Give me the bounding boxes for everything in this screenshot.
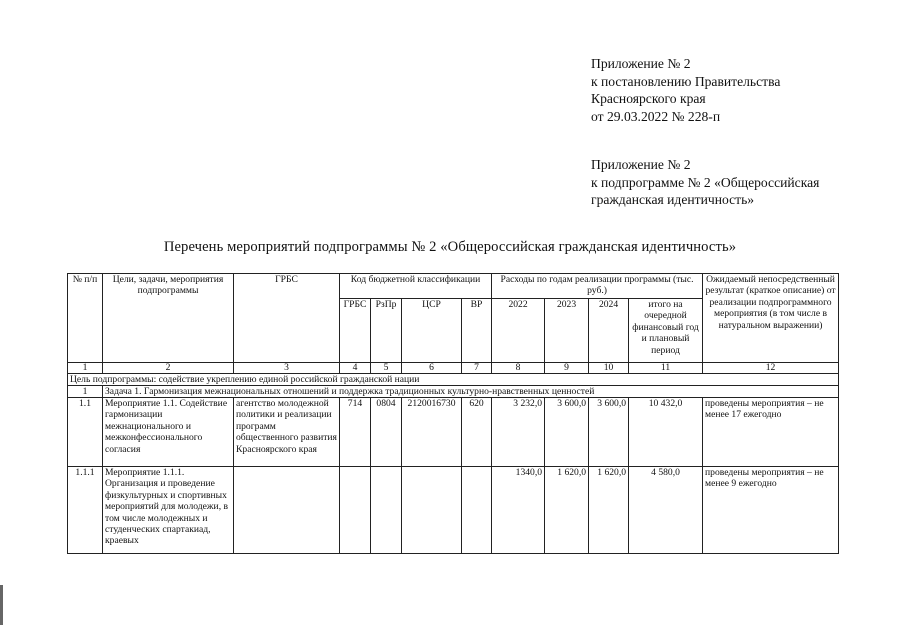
column-number: 6 [402,363,462,374]
row-grbs-name [234,467,340,554]
row-2023: 1 620,0 [545,467,589,554]
column-number-row [68,363,839,374]
header-num: № п/п [68,274,103,363]
row-csr [402,467,462,554]
header-sub-rzpr: РзПр [371,299,402,363]
header-expenses: Расходы по годам реализации программы (тыс. руб.) [492,274,703,299]
goal-row [68,374,839,386]
column-number: 12 [703,363,839,374]
task-row [68,386,839,398]
annex-1-line-1: Приложение № 2 [591,56,691,71]
row-total: 10 432,0 [629,398,703,467]
row-2024: 3 600,0 [589,398,629,467]
header-sub-2024: 2024 [589,299,629,363]
annex-2-line-2: к подпрограмме № 2 «Общероссийская [591,174,820,190]
header-result: Ожидаемый непосредственный результат (краткое описание) от реализации подпрограммного мероприятия (в том числе в натуральном выражении) [703,274,839,363]
row-vr: 620 [462,398,492,467]
column-number: 2 [103,363,234,374]
row-grbs: 714 [340,398,371,467]
header-sub-vr: ВР [462,299,492,363]
row-grbs [340,467,371,554]
row-result: проведены мероприятия – не менее 17 ежегодно [703,398,839,467]
row-vr [462,467,492,554]
task-text: Задача 1. Гармонизация межнациональных отношений и поддержка традиционных культурно-нравственных ценностей [103,386,839,398]
row-result: проведены мероприятия – не менее 9 ежегодно [703,467,839,554]
goal-text: Цель подпрограммы: содействие укреплению единой российской гражданской нации [68,374,839,386]
measures-table [67,273,839,554]
annex-header-1 [591,55,780,125]
annex-1-line-4: от 29.03.2022 № 228-п [591,108,721,124]
row-rzpr [371,467,402,554]
row-2022: 1340,0 [492,467,545,554]
row-num: 1.1 [68,398,103,467]
task-num: 1 [68,386,103,398]
row-num: 1.1.1 [68,467,103,554]
column-number: 7 [462,363,492,374]
row-2023: 3 600,0 [545,398,589,467]
annex-1-line-2: к постановлению Правительства [591,73,781,89]
column-number: 5 [371,363,402,374]
annex-header-2 [591,156,819,209]
header-sub-total: итого на очередной финансовый год и плановый период [629,299,703,363]
column-number: 1 [68,363,103,374]
table-row [68,398,839,467]
column-number: 8 [492,363,545,374]
header-sub-2023: 2023 [545,299,589,363]
header-row-1 [68,274,839,299]
column-number: 3 [234,363,340,374]
header-goals: Цели, задачи, мероприятия подпрограммы [103,274,234,363]
table-row [68,467,839,554]
header-sub-2022: 2022 [492,299,545,363]
scan-edge-mark [0,585,3,625]
annex-2-line-3: гражданская идентичность» [591,192,755,207]
header-budget-code: Код бюджетной классификации [340,274,492,299]
header-grbs: ГРБС [234,274,340,363]
row-name: Мероприятие 1.1. Содействие гармонизации межнационального и межконфессионального согласия [103,398,234,467]
column-number: 9 [545,363,589,374]
header-sub-csr: ЦСР [402,299,462,363]
document-title: Перечень мероприятий подпрограммы № 2 «Общероссийская гражданская идентичность» [163,239,737,255]
column-number: 4 [340,363,371,374]
column-number: 11 [629,363,703,374]
annex-2-line-1: Приложение № 2 [591,157,691,172]
row-2024: 1 620,0 [589,467,629,554]
header-sub-grbs: ГРБС [340,299,371,363]
row-grbs-name: агентство молодежной политики и реализации программ общественного развития Красноярского края [234,398,340,467]
annex-1-line-3: Красноярского края [591,91,706,106]
row-total: 4 580,0 [629,467,703,554]
row-name: Мероприятие 1.1.1. Организация и проведение физкультурных и спортивных мероприятий для молодежи, в том числе молодежных и студенческих спартакиад, краевых [103,467,234,554]
row-2022: 3 232,0 [492,398,545,467]
column-number: 10 [589,363,629,374]
row-rzpr: 0804 [371,398,402,467]
row-csr: 2120016730 [402,398,462,467]
